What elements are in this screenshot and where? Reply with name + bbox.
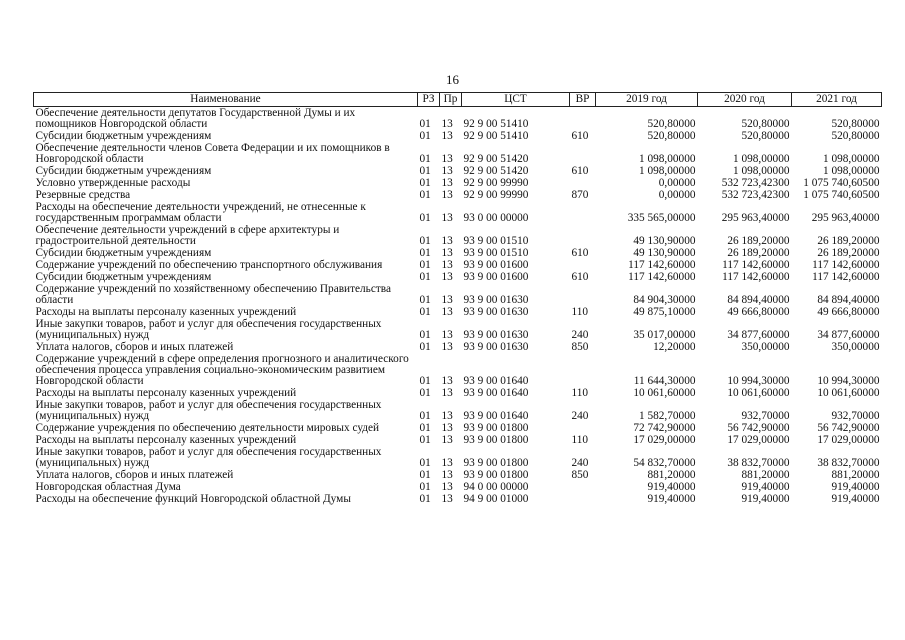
row-cst: 93 9 00 01800 — [463, 457, 529, 469]
row-value-2020: 295 963,40000 — [721, 212, 790, 224]
row-name: Субсидии бюджетным учреждениям — [35, 271, 212, 283]
row-cst: 93 9 00 01600 — [463, 271, 529, 283]
row-pr: 13 — [441, 235, 453, 247]
row-name: Субсидии бюджетным учреждениям — [35, 247, 212, 259]
row-rz: 01 — [419, 457, 431, 469]
row-value-2019: 117 142,60000 — [628, 259, 696, 271]
row-rz: 01 — [419, 165, 431, 177]
row-value-2021: 10 994,30000 — [817, 375, 880, 387]
row-pr: 13 — [441, 306, 453, 318]
row-cst: 93 9 00 01800 — [463, 434, 529, 446]
row-value-2021: 1 098,00000 — [823, 165, 880, 177]
row-pr: 13 — [441, 259, 453, 271]
row-vr: 110 — [571, 306, 589, 318]
row-cst: 93 9 00 01600 — [463, 259, 529, 271]
row-pr: 13 — [441, 457, 453, 469]
row-value-2020: 117 142,60000 — [722, 259, 790, 271]
row-pr: 13 — [441, 165, 453, 177]
row-rz: 01 — [419, 493, 431, 505]
row-rz: 01 — [419, 481, 431, 493]
row-value-2020: 1 098,00000 — [733, 153, 790, 165]
table-row — [34, 306, 882, 318]
row-pr: 13 — [441, 387, 453, 399]
row-pr: 13 — [441, 153, 453, 165]
row-value-2019: 1 098,00000 — [639, 165, 696, 177]
row-vr — [570, 107, 596, 131]
row-value-2021: 932,70000 — [831, 410, 880, 422]
table-row — [34, 341, 882, 353]
row-pr: 13 — [441, 189, 453, 201]
row-value-2021: 84 894,40000 — [817, 294, 880, 306]
row-value-2019: 49 130,90000 — [633, 235, 696, 247]
row-vr — [570, 177, 596, 189]
row-pr: 13 — [441, 329, 453, 341]
budget-table — [33, 92, 882, 505]
row-rz: 01 — [419, 329, 431, 341]
row-pr: 13 — [441, 481, 453, 493]
row-vr — [570, 493, 596, 505]
row-name: Содержание учреждений по хозяйственному обеспечению Правительства области — [35, 283, 391, 306]
table-row — [34, 271, 882, 283]
row-vr: 850 — [571, 341, 589, 353]
row-value-2020: 532 723,42300 — [721, 189, 790, 201]
row-name: Уплата налогов, сборов и иных платежей — [35, 341, 234, 353]
row-value-2020: 919,40000 — [741, 493, 790, 505]
row-rz: 01 — [419, 177, 431, 189]
table-row — [34, 259, 882, 271]
table-header-row — [34, 93, 882, 107]
row-value-2020: 520,80000 — [741, 118, 790, 130]
table-row — [34, 201, 882, 224]
row-vr: 240 — [571, 329, 589, 341]
table-row — [34, 165, 882, 177]
row-value-2019: 11 644,30000 — [633, 375, 696, 387]
row-vr: 610 — [571, 247, 589, 259]
row-value-2021: 350,00000 — [831, 341, 880, 353]
row-name: Субсидии бюджетным учреждениям — [35, 165, 212, 177]
table-row — [34, 481, 882, 493]
row-value-2019: 49 875,10000 — [633, 306, 696, 318]
table-row — [34, 399, 882, 422]
row-name: Расходы на выплаты персоналу казенных учреждений — [35, 387, 297, 399]
row-name: Субсидии бюджетным учреждениям — [35, 130, 212, 142]
row-value-2019: 49 130,90000 — [633, 247, 696, 259]
row-rz: 01 — [419, 235, 431, 247]
row-value-2021: 38 832,70000 — [817, 457, 880, 469]
row-vr: 850 — [571, 469, 589, 481]
row-value-2021: 17 029,00000 — [817, 434, 880, 446]
row-value-2020: 56 742,90000 — [727, 422, 790, 434]
row-vr: 610 — [571, 271, 589, 283]
row-value-2020: 26 189,20000 — [727, 247, 790, 259]
table-row — [34, 130, 882, 142]
row-name: Иные закупки товаров, работ и услуг для обеспечения государственных (муниципальных) нужд — [35, 446, 382, 469]
row-name: Расходы на выплаты персоналу казенных учреждений — [35, 434, 297, 446]
row-cst: 92 9 00 99990 — [463, 177, 529, 189]
row-pr: 13 — [441, 130, 453, 142]
row-cst: 94 0 00 00000 — [463, 481, 529, 493]
header-cst: ЦСТ — [462, 93, 570, 107]
row-name: Условно утвержденные расходы — [35, 177, 191, 189]
row-name: Иные закупки товаров, работ и услуг для обеспечения государственных (муниципальных) нужд — [35, 318, 382, 341]
header-2020: 2020 год — [698, 93, 792, 107]
row-value-2021: 919,40000 — [831, 481, 880, 493]
row-rz: 01 — [419, 375, 431, 387]
table-row — [34, 469, 882, 481]
header-vr: ВР — [570, 93, 596, 107]
row-value-2020: 26 189,20000 — [727, 235, 790, 247]
row-rz: 01 — [419, 271, 431, 283]
row-pr: 13 — [441, 469, 453, 481]
row-vr — [570, 283, 596, 306]
row-value-2019: 72 742,90000 — [633, 422, 696, 434]
row-cst: 93 9 00 01640 — [463, 410, 529, 422]
row-vr: 870 — [571, 189, 589, 201]
row-rz: 01 — [419, 410, 431, 422]
row-rz: 01 — [419, 259, 431, 271]
row-pr: 13 — [441, 434, 453, 446]
row-name: Содержание учреждений по обеспечению транспортного обслуживания — [35, 259, 383, 271]
row-value-2019: 117 142,60000 — [628, 271, 696, 283]
row-name: Резервные средства — [35, 189, 131, 201]
row-value-2019: 17 029,00000 — [633, 434, 696, 446]
row-value-2021: 49 666,80000 — [817, 306, 880, 318]
row-rz: 01 — [419, 153, 431, 165]
row-cst: 93 9 00 01800 — [463, 422, 529, 434]
row-name: Расходы на обеспечение деятельности учреждений, не отнесенные к государственным программам области — [35, 201, 366, 224]
row-pr: 13 — [441, 177, 453, 189]
row-value-2021: 1 098,00000 — [823, 153, 880, 165]
row-pr: 13 — [441, 118, 453, 130]
row-value-2019: 1 098,00000 — [639, 153, 696, 165]
page-number: 16 — [446, 72, 459, 87]
table-row — [34, 189, 882, 201]
row-value-2020: 10 994,30000 — [727, 375, 790, 387]
row-value-2019: 10 061,60000 — [633, 387, 696, 399]
row-vr: 610 — [571, 130, 589, 142]
row-value-2019: 0,00000 — [658, 177, 696, 189]
row-rz: 01 — [419, 130, 431, 142]
row-value-2021: 919,40000 — [831, 493, 880, 505]
row-value-2019: 520,80000 — [647, 130, 696, 142]
header-2019: 2019 год — [596, 93, 698, 107]
row-value-2019: 35 017,00000 — [633, 329, 696, 341]
row-value-2021: 10 061,60000 — [817, 387, 880, 399]
row-pr: 13 — [441, 271, 453, 283]
row-value-2019: 54 832,70000 — [633, 457, 696, 469]
table-row — [34, 353, 882, 387]
row-pr: 13 — [441, 422, 453, 434]
table-row — [34, 283, 882, 306]
table-row — [34, 177, 882, 189]
row-name: Содержание учреждений в сфере определения прогнозного и аналитического обеспечения процесса управления социально-экономическим развитием Новгородской области — [35, 353, 409, 387]
table-row — [34, 422, 882, 434]
row-value-2020: 350,00000 — [741, 341, 790, 353]
row-cst: 93 9 00 01800 — [463, 469, 529, 481]
row-pr: 13 — [441, 493, 453, 505]
row-cst: 93 9 00 01630 — [463, 306, 529, 318]
row-cst: 93 9 00 01640 — [463, 387, 529, 399]
table-row — [34, 247, 882, 259]
row-name: Иные закупки товаров, работ и услуг для обеспечения государственных (муниципальных) нужд — [35, 399, 382, 422]
row-cst: 93 9 00 01640 — [463, 375, 529, 387]
row-pr: 13 — [441, 294, 453, 306]
row-value-2020: 34 877,60000 — [727, 329, 790, 341]
row-value-2020: 1 098,00000 — [733, 165, 790, 177]
row-vr — [570, 201, 596, 224]
header-name: Наименование — [34, 93, 418, 107]
row-rz: 01 — [419, 212, 431, 224]
row-rz: 01 — [419, 189, 431, 201]
row-vr: 240 — [571, 457, 589, 469]
row-value-2019: 1 582,70000 — [639, 410, 696, 422]
row-value-2019: 12,20000 — [653, 341, 696, 353]
row-value-2021: 117 142,60000 — [812, 259, 880, 271]
row-value-2019: 881,20000 — [647, 469, 696, 481]
row-cst: 92 9 00 99990 — [463, 189, 529, 201]
row-value-2021: 34 877,60000 — [817, 329, 880, 341]
row-cst: 94 9 00 01000 — [463, 493, 529, 505]
row-name: Расходы на обеспечение функций Новгородской областной Думы — [35, 493, 351, 505]
row-value-2020: 84 894,40000 — [727, 294, 790, 306]
row-pr: 13 — [441, 410, 453, 422]
row-value-2021: 1 075 740,60500 — [803, 177, 880, 189]
header-rz: РЗ — [418, 93, 440, 107]
table-row — [34, 224, 882, 247]
table-row — [34, 493, 882, 505]
row-vr — [570, 422, 596, 434]
row-value-2021: 881,20000 — [831, 469, 880, 481]
table-row — [34, 434, 882, 446]
row-value-2020: 520,80000 — [741, 130, 790, 142]
row-value-2020: 919,40000 — [741, 481, 790, 493]
row-name: Обеспечение деятельности депутатов Государственной Думы и их помощников Новгородской области — [35, 107, 356, 130]
header-2021: 2021 год — [792, 93, 882, 107]
table-body — [34, 107, 882, 506]
row-value-2019: 919,40000 — [647, 493, 696, 505]
row-vr — [570, 353, 596, 387]
row-pr: 13 — [441, 341, 453, 353]
row-name: Обеспечение деятельности учреждений в сфере архитектуры и градостроительной деятельности — [35, 224, 340, 247]
row-name: Новгородская областная Дума — [35, 481, 181, 493]
row-vr: 240 — [571, 410, 589, 422]
row-rz: 01 — [419, 387, 431, 399]
row-value-2020: 532 723,42300 — [721, 177, 790, 189]
row-rz: 01 — [419, 469, 431, 481]
row-cst: 93 9 00 01630 — [463, 294, 529, 306]
table-row — [34, 142, 882, 165]
row-cst: 93 9 00 01630 — [463, 341, 529, 353]
row-vr: 610 — [571, 165, 589, 177]
row-value-2020: 38 832,70000 — [727, 457, 790, 469]
row-vr: 110 — [571, 434, 589, 446]
row-cst: 92 9 00 51420 — [463, 153, 529, 165]
row-cst: 93 9 00 01510 — [463, 247, 529, 259]
row-value-2021: 520,80000 — [831, 130, 880, 142]
row-cst: 92 9 00 51410 — [463, 130, 529, 142]
row-rz: 01 — [419, 294, 431, 306]
table-row — [34, 446, 882, 469]
row-name: Расходы на выплаты персоналу казенных учреждений — [35, 306, 297, 318]
row-value-2019: 520,80000 — [647, 118, 696, 130]
row-name: Содержание учреждения по обеспечению деятельности мировых судей — [35, 422, 380, 434]
row-value-2020: 49 666,80000 — [727, 306, 790, 318]
row-pr: 13 — [441, 247, 453, 259]
row-value-2019: 335 565,00000 — [627, 212, 696, 224]
row-value-2021: 26 189,20000 — [817, 247, 880, 259]
row-rz: 01 — [419, 341, 431, 353]
table-row — [34, 107, 882, 131]
row-value-2020: 17 029,00000 — [727, 434, 790, 446]
row-value-2019: 0,00000 — [658, 189, 696, 201]
row-name: Обеспечение деятельности членов Совета Федерации и их помощников в Новгородской области — [35, 142, 390, 165]
row-pr: 13 — [441, 212, 453, 224]
row-cst: 93 9 00 01510 — [463, 235, 529, 247]
row-value-2021: 26 189,20000 — [817, 235, 880, 247]
row-rz: 01 — [419, 306, 431, 318]
row-vr — [570, 259, 596, 271]
row-value-2020: 10 061,60000 — [727, 387, 790, 399]
row-value-2020: 881,20000 — [741, 469, 790, 481]
header-pr: Пр — [440, 93, 462, 107]
row-value-2020: 932,70000 — [741, 410, 790, 422]
row-cst: 92 9 00 51420 — [463, 165, 529, 177]
row-value-2020: 117 142,60000 — [722, 271, 790, 283]
row-vr — [570, 142, 596, 165]
row-vr — [570, 224, 596, 247]
row-pr: 13 — [441, 375, 453, 387]
row-cst: 93 0 00 00000 — [463, 212, 529, 224]
row-value-2021: 520,80000 — [831, 118, 880, 130]
table-row — [34, 318, 882, 341]
row-rz: 01 — [419, 247, 431, 259]
row-value-2019: 84 904,30000 — [633, 294, 696, 306]
row-value-2021: 295 963,40000 — [811, 212, 880, 224]
row-cst: 93 9 00 01630 — [463, 329, 529, 341]
row-vr — [570, 481, 596, 493]
row-value-2021: 1 075 740,60500 — [803, 189, 880, 201]
row-rz: 01 — [419, 434, 431, 446]
row-value-2019: 919,40000 — [647, 481, 696, 493]
row-rz: 01 — [419, 422, 431, 434]
table-row — [34, 387, 882, 399]
row-value-2021: 117 142,60000 — [812, 271, 880, 283]
row-vr: 110 — [571, 387, 589, 399]
row-value-2021: 56 742,90000 — [817, 422, 880, 434]
row-rz: 01 — [419, 118, 431, 130]
row-name: Уплата налогов, сборов и иных платежей — [35, 469, 234, 481]
row-cst: 92 9 00 51410 — [463, 118, 529, 130]
